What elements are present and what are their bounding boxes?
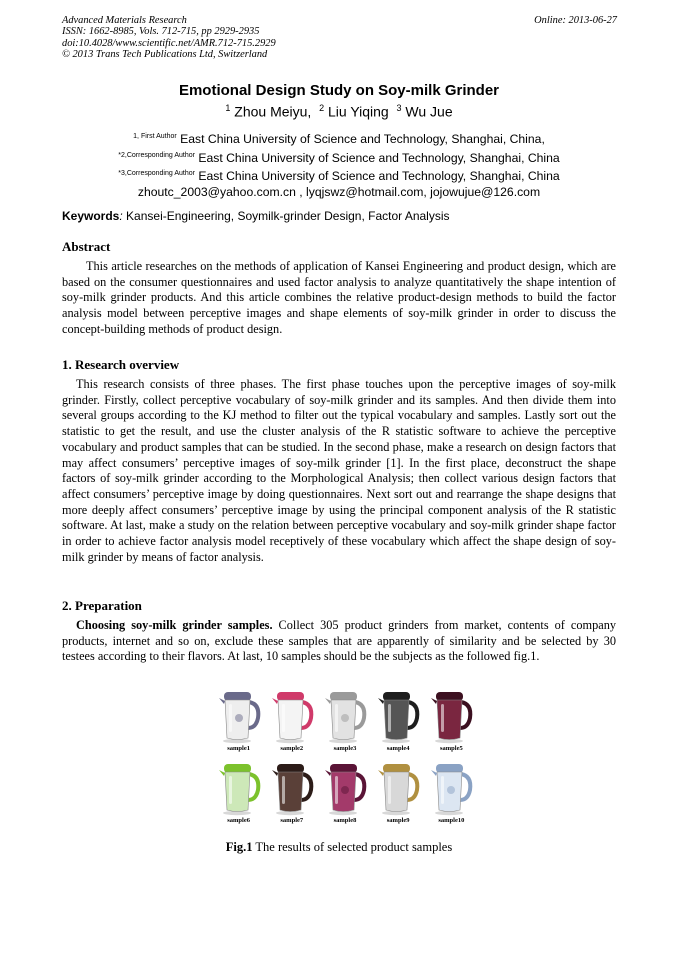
affiliation-text: East China University of Science and Technology, Shanghai, China bbox=[198, 150, 560, 165]
author-number: 3 bbox=[396, 103, 402, 113]
grinder-highlight bbox=[388, 704, 391, 732]
soymilk-grinder-image bbox=[215, 686, 263, 744]
sample-grid bbox=[212, 686, 478, 825]
author-name: Wu Jue bbox=[405, 103, 453, 120]
sample-label: sample1 bbox=[227, 745, 250, 752]
grinder-spout bbox=[219, 770, 225, 776]
keywords-colon: : bbox=[119, 209, 123, 223]
grinder-lid bbox=[383, 692, 410, 701]
copyright-line: © 2013 Trans Tech Publications Ltd, Switzerland bbox=[62, 49, 268, 61]
sample-item bbox=[318, 758, 371, 825]
grinder-spout bbox=[431, 698, 437, 704]
online-date: Online: 2013-06-27 bbox=[534, 15, 617, 26]
preparation-lead: Choosing soy-milk grinder samples. bbox=[76, 618, 273, 632]
grinder-spout bbox=[325, 698, 331, 704]
preparation-heading: 2. Preparation bbox=[62, 598, 142, 613]
grinder-body bbox=[384, 700, 409, 740]
figure-caption-text: The results of selected product samples bbox=[252, 840, 453, 854]
grinder-highlight bbox=[441, 704, 444, 732]
soymilk-grinder-image bbox=[321, 686, 369, 744]
figure-1 bbox=[212, 686, 478, 825]
sample-item bbox=[425, 686, 478, 753]
grinder-body bbox=[437, 700, 462, 740]
sample-item bbox=[372, 758, 425, 825]
grinder-body bbox=[278, 772, 303, 812]
figure-caption-label: Fig.1 bbox=[225, 840, 253, 854]
affiliation-role: 1, First Author bbox=[133, 133, 177, 140]
author-name: Liu Yiqing bbox=[328, 103, 389, 120]
grinder-highlight bbox=[229, 704, 232, 732]
doi-line[interactable]: doi:10.4028/www.scientific.net/AMR.712-715.2929 bbox=[62, 37, 276, 49]
abstract-text: This article researches on the methods of application of Kansei Engineering and product design, which are based on the consumer questionnaires and used factor analysis to analyze quantitatively the shape intention of soy-milk grinder products. And this article combines the relative product-design methods to build the factor analysis model between perceptive images and shape elements of soy-milk grinder in order to discuss the concept-building methods of product design. bbox=[62, 259, 616, 336]
overview-text: This research consists of three phases. The first phase touches upon the perceptive images of soy-milk grinder. Firstly, collect perceptive vocabulary of soy-milk grinder and its samples. And then divide them into several groups according to the KJ method to filter out the typical vocabulary and samples. Lastly sort out the statistic to get the result, and use the cluster analysis of the R statistic software to achieve the perceptive vocabulary and product samples that can be studied. In the second phase, make a research on design factors that may affect consumers’ perceptive images of soy-milk grinder [1]. In the first place, deconstruct the shape factors of soy-milk grinder according to the Morphological Analysis; then collect various design factors that affect consumers’ perceptive image by doing questionnaires. Next sort out and rearrange the shape designs that more deeply affect consumers’ perceptive image by using the principal component analysis of the R statistic software. At last, make a study on the relation between perceptive vocabulary and soy-milk grinder shape factor in order to achieve factor analysis model receptively of these vocabulary which affect the shape design of soy-milk grinder by means of factor analysis. bbox=[62, 377, 616, 564]
sample-label: sample6 bbox=[227, 817, 250, 824]
abstract-section bbox=[62, 239, 616, 338]
sample-label: sample10 bbox=[438, 817, 465, 824]
sample-item bbox=[425, 758, 478, 825]
grinder-lid bbox=[224, 764, 251, 773]
grinder-lid bbox=[277, 692, 304, 701]
sample-label: sample8 bbox=[333, 817, 357, 824]
affiliation-line bbox=[0, 129, 678, 148]
affiliation-block bbox=[0, 129, 678, 200]
grinder-spout bbox=[219, 698, 225, 704]
grinder-highlight bbox=[282, 704, 285, 732]
soymilk-grinder-image bbox=[427, 758, 475, 816]
grinder-spout bbox=[325, 770, 331, 776]
grinder-spout bbox=[272, 770, 278, 776]
affiliation-line bbox=[0, 148, 678, 167]
abstract-heading: Abstract bbox=[62, 239, 111, 254]
sample-item bbox=[372, 686, 425, 753]
issn-line: ISSN: 1662-8985, Vols. 712-715, pp 2929-2935 bbox=[62, 26, 260, 38]
grinder-highlight bbox=[441, 776, 444, 804]
grinder-decor bbox=[341, 786, 349, 794]
soymilk-grinder-image bbox=[268, 686, 316, 744]
grinder-decor bbox=[235, 714, 243, 722]
grinder-lid bbox=[436, 764, 463, 773]
grinder-body bbox=[278, 700, 303, 740]
preparation-text bbox=[62, 618, 616, 665]
sample-item bbox=[318, 686, 371, 753]
keywords-label: Keywords bbox=[62, 209, 120, 223]
grinder-spout bbox=[378, 770, 384, 776]
overview-section bbox=[62, 357, 616, 565]
grinder-spout bbox=[378, 698, 384, 704]
sample-item bbox=[212, 686, 265, 753]
author-name: Zhou Meiyu, bbox=[234, 103, 312, 120]
overview-heading: 1. Research overview bbox=[62, 357, 180, 372]
author-emails[interactable]: zhoutc_2003@yahoo.com.cn , lyqjswz@hotmail.com, jojowujue@126.com bbox=[137, 184, 541, 199]
paper-title: Emotional Design Study on Soy-milk Grinder bbox=[178, 82, 500, 99]
sample-label: sample5 bbox=[439, 745, 463, 752]
affiliation-text: East China University of Science and Technology, Shanghai, China, bbox=[180, 132, 545, 147]
grinder-highlight bbox=[335, 704, 338, 732]
affiliation-role: *2,Corresponding Author bbox=[118, 151, 195, 159]
grinder-decor bbox=[447, 786, 455, 794]
grinder-lid bbox=[224, 692, 251, 701]
journal-name: Advanced Materials Research bbox=[62, 15, 187, 26]
affiliation-text: East China University of Science and Technology, Shanghai, China bbox=[198, 169, 560, 184]
keywords-line bbox=[62, 209, 617, 223]
soymilk-grinder-image bbox=[321, 758, 369, 816]
figure-caption bbox=[0, 840, 678, 855]
sample-label: sample7 bbox=[280, 817, 304, 824]
preparation-body: Collect 305 product grinders from market, contents of company products, internet and so on, exclude these samples that are apparently of similarity and be selected by 30 testees according to their flavors. At last, 10 samples should be the subjects as the followed fig.1. bbox=[62, 618, 617, 664]
keywords-text: Kansei-Engineering, Soymilk-grinder Design, Factor Analysis bbox=[122, 209, 450, 223]
soymilk-grinder-image bbox=[268, 758, 316, 816]
grinder-highlight bbox=[282, 776, 285, 804]
preparation-section bbox=[62, 598, 616, 665]
grinder-lid bbox=[436, 692, 463, 701]
soymilk-grinder-image bbox=[374, 758, 422, 816]
journal-header bbox=[62, 15, 617, 61]
sample-label: sample4 bbox=[386, 745, 410, 752]
grinder-highlight bbox=[335, 776, 338, 804]
soymilk-grinder-image bbox=[427, 686, 475, 744]
soymilk-grinder-image bbox=[374, 686, 422, 744]
sample-item bbox=[212, 758, 265, 825]
grinder-decor bbox=[341, 714, 349, 722]
sample-label: sample9 bbox=[386, 817, 410, 824]
affiliation-role: *3,Corresponding Author bbox=[118, 170, 195, 178]
author-number: 1 bbox=[225, 103, 231, 113]
sample-item bbox=[265, 686, 318, 753]
grinder-lid bbox=[330, 692, 357, 701]
grinder-spout bbox=[431, 770, 437, 776]
grinder-lid bbox=[277, 764, 304, 773]
author-number: 2 bbox=[319, 103, 325, 113]
grinder-body bbox=[225, 772, 250, 812]
sample-label: sample2 bbox=[280, 745, 304, 752]
sample-label: sample3 bbox=[333, 745, 357, 752]
sample-item bbox=[265, 758, 318, 825]
grinder-highlight bbox=[388, 776, 391, 804]
grinder-spout bbox=[272, 698, 278, 704]
grinder-lid bbox=[383, 764, 410, 773]
grinder-lid bbox=[330, 764, 357, 773]
soymilk-grinder-image bbox=[215, 758, 263, 816]
grinder-body bbox=[384, 772, 409, 812]
author-list bbox=[0, 103, 678, 120]
grinder-highlight bbox=[229, 776, 232, 804]
affiliation-line bbox=[0, 166, 678, 185]
